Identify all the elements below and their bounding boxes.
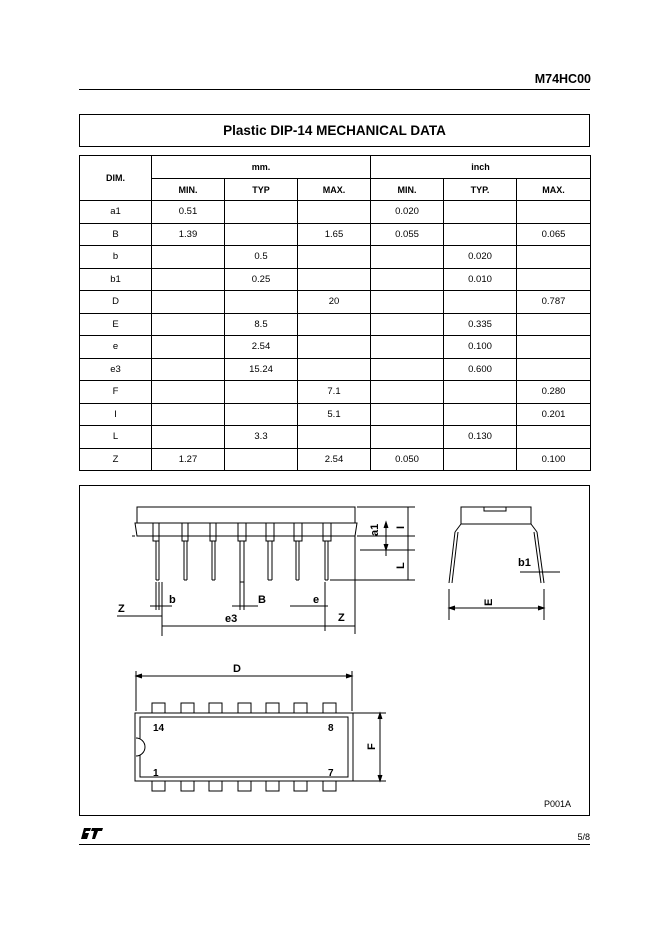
value-cell [152, 291, 225, 314]
footer-rule [79, 844, 590, 845]
value-cell: 5.1 [298, 403, 371, 426]
value-cell: 0.100 [517, 448, 591, 471]
inch-header: inch [371, 156, 591, 179]
value-cell [225, 403, 298, 426]
label-Z-left: Z [118, 603, 125, 615]
value-cell: 2.54 [298, 448, 371, 471]
value-cell [517, 246, 591, 269]
value-cell [517, 313, 591, 336]
col-header: MIN. [371, 179, 444, 201]
value-cell [298, 201, 371, 224]
value-cell: 0.010 [444, 268, 517, 291]
value-cell [152, 246, 225, 269]
value-cell: 8.5 [225, 313, 298, 336]
dim-cell: B [80, 223, 152, 246]
value-cell [371, 313, 444, 336]
value-cell [517, 336, 591, 359]
value-cell: 0.100 [444, 336, 517, 359]
table-row [80, 381, 591, 404]
value-cell [444, 201, 517, 224]
value-cell [298, 358, 371, 381]
table-row [80, 426, 591, 449]
header-rule [79, 89, 590, 90]
mechanical-data-table [79, 155, 591, 471]
part-number: M74HC00 [534, 72, 591, 86]
value-cell [298, 268, 371, 291]
value-cell: 0.51 [152, 201, 225, 224]
value-cell [371, 291, 444, 314]
value-cell [298, 336, 371, 359]
value-cell [444, 448, 517, 471]
value-cell [444, 291, 517, 314]
value-cell [298, 246, 371, 269]
st-logo-icon [80, 826, 104, 840]
dim-cell: b [80, 246, 152, 269]
page-number: 5/8 [577, 832, 590, 842]
value-cell: 0.25 [225, 268, 298, 291]
dim-cell: L [80, 426, 152, 449]
dim-header: DIM. [80, 156, 152, 201]
label-e3: e3 [225, 613, 238, 625]
value-cell: 15.24 [225, 358, 298, 381]
value-cell: 7.1 [298, 381, 371, 404]
value-cell [152, 313, 225, 336]
table-row [80, 336, 591, 359]
col-header: TYP [225, 179, 298, 201]
value-cell [225, 291, 298, 314]
pin-label-8: 8 [328, 723, 334, 734]
value-cell: 1.27 [152, 448, 225, 471]
pin-label-1: 1 [153, 768, 159, 779]
value-cell: 0.335 [444, 313, 517, 336]
package-drawing [79, 485, 590, 816]
table-row [80, 313, 591, 336]
pin-label-14: 14 [153, 723, 165, 734]
value-cell: 0.201 [517, 403, 591, 426]
figure-code: P001A [543, 799, 571, 809]
col-header: MAX. [298, 179, 371, 201]
label-D: D [233, 663, 241, 675]
label-B: B [258, 594, 266, 606]
value-cell [517, 358, 591, 381]
value-cell: 0.020 [444, 246, 517, 269]
value-cell [371, 336, 444, 359]
dip14-outline-drawing [80, 486, 589, 815]
top-view-pins-upper [152, 703, 336, 713]
value-cell [298, 313, 371, 336]
dim-cell: b1 [80, 268, 152, 291]
dim-cell: e [80, 336, 152, 359]
table-row [80, 291, 591, 314]
table-row [80, 223, 591, 246]
value-cell [152, 426, 225, 449]
value-cell [371, 268, 444, 291]
value-cell [371, 246, 444, 269]
value-cell: 0.787 [517, 291, 591, 314]
value-cell [517, 426, 591, 449]
dim-cell: Z [80, 448, 152, 471]
value-cell: 0.5 [225, 246, 298, 269]
side-view-pins [153, 523, 331, 582]
label-F: F [366, 743, 378, 750]
table-row [80, 246, 591, 269]
value-cell [517, 268, 591, 291]
label-e: e [313, 594, 320, 606]
value-cell: 0.280 [517, 381, 591, 404]
value-cell: 0.020 [371, 201, 444, 224]
st-logo [80, 826, 104, 845]
col-header: MAX. [517, 179, 591, 201]
value-cell [444, 381, 517, 404]
dim-cell: I [80, 403, 152, 426]
label-a1: a1 [369, 523, 381, 536]
table-row [80, 268, 591, 291]
col-header: MIN. [152, 179, 225, 201]
pin-label-7: 7 [328, 768, 334, 779]
mm-header: mm. [152, 156, 371, 179]
value-cell [152, 336, 225, 359]
label-E: E [483, 598, 495, 606]
value-cell [152, 381, 225, 404]
value-cell [225, 201, 298, 224]
dim-cell: D [80, 291, 152, 314]
col-header: TYP. [444, 179, 517, 201]
value-cell [444, 223, 517, 246]
table-row [80, 201, 591, 224]
value-cell: 2.54 [225, 336, 298, 359]
top-view-pins-lower [152, 781, 336, 791]
dim-cell: F [80, 381, 152, 404]
dim-cell: a1 [80, 201, 152, 224]
value-cell: 0.050 [371, 448, 444, 471]
label-L: L [395, 562, 407, 569]
label-I: I [395, 525, 407, 529]
dim-cell: e3 [80, 358, 152, 381]
value-cell: 20 [298, 291, 371, 314]
value-cell [371, 381, 444, 404]
side-view-body-top [137, 507, 355, 523]
value-cell: 0.065 [517, 223, 591, 246]
value-cell [517, 201, 591, 224]
label-b: b [169, 594, 176, 606]
value-cell [225, 223, 298, 246]
value-cell [444, 403, 517, 426]
value-cell [152, 403, 225, 426]
value-cell [371, 403, 444, 426]
table-row [80, 403, 591, 426]
value-cell: 3.3 [225, 426, 298, 449]
value-cell [152, 358, 225, 381]
value-cell [371, 426, 444, 449]
end-view-body [461, 507, 531, 524]
label-b1: b1 [518, 557, 531, 569]
value-cell: 0.600 [444, 358, 517, 381]
value-cell [225, 381, 298, 404]
value-cell [298, 426, 371, 449]
top-view-body [135, 713, 353, 781]
section-title: Plastic DIP-14 MECHANICAL DATA [79, 114, 590, 147]
value-cell: 0.130 [444, 426, 517, 449]
label-Z-right: Z [338, 612, 345, 624]
value-cell: 1.39 [152, 223, 225, 246]
table-row [80, 448, 591, 471]
value-cell [225, 448, 298, 471]
value-cell [152, 268, 225, 291]
value-cell: 1.65 [298, 223, 371, 246]
value-cell: 0.055 [371, 223, 444, 246]
value-cell [371, 358, 444, 381]
dim-cell: E [80, 313, 152, 336]
table-row [80, 358, 591, 381]
